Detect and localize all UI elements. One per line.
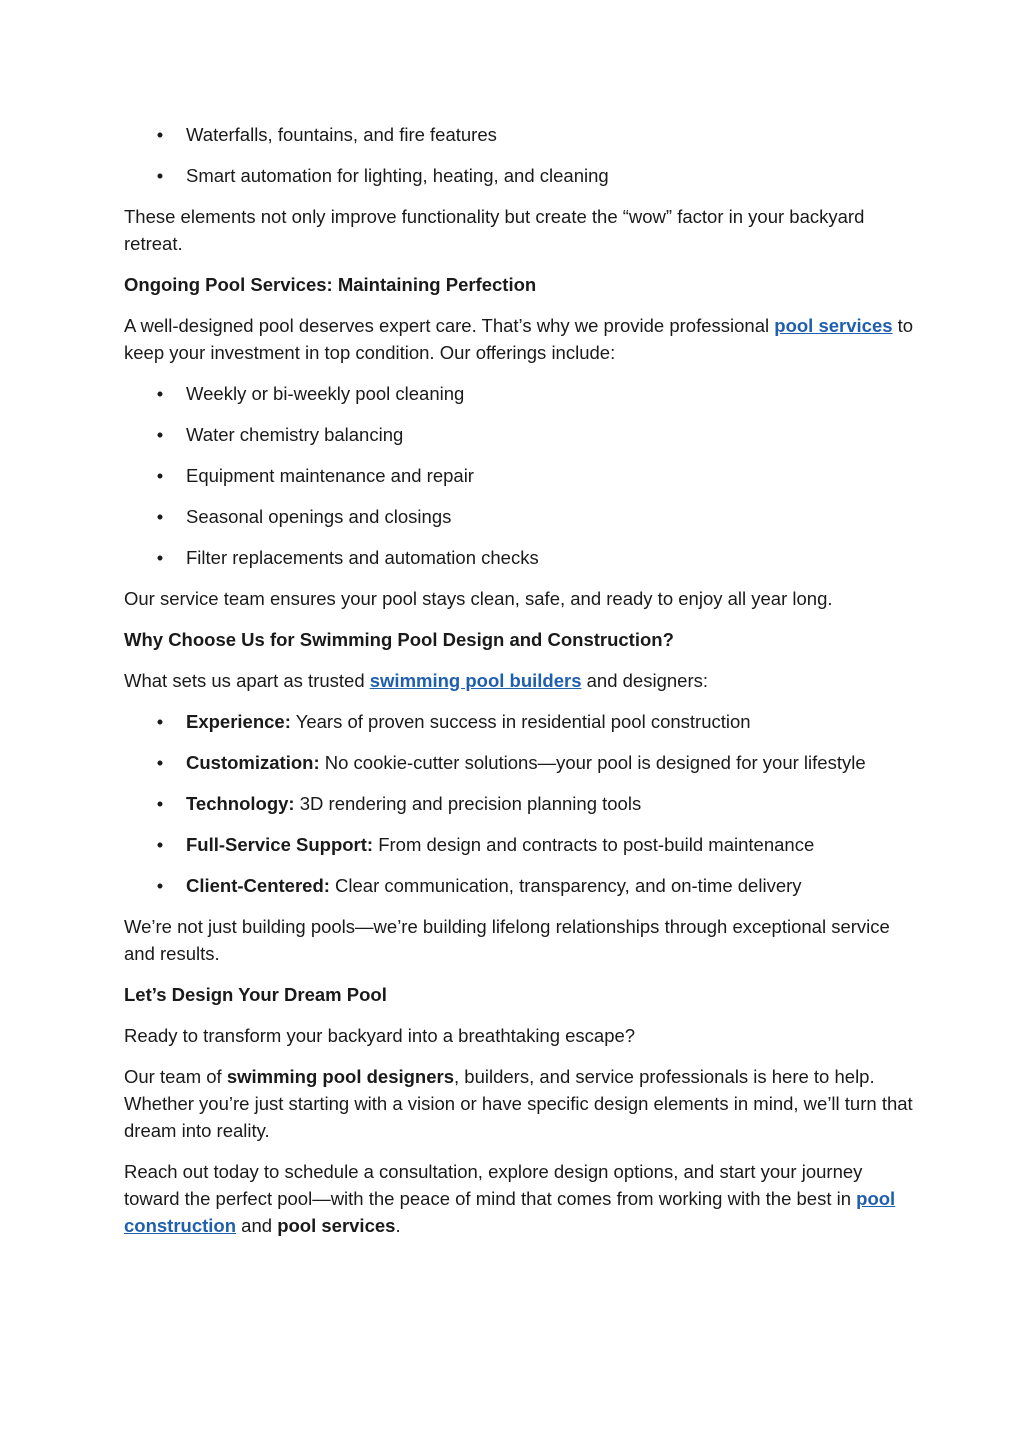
paragraph-sets-apart [124,667,914,694]
list-item [124,749,914,776]
list-item-text: Water chemistry balancing [186,424,404,445]
list-item-label: Client-Centered: [186,875,330,896]
paragraph-text: What sets us apart as trusted [124,670,370,691]
bullet-icon: • [156,547,164,568]
services-list [124,380,914,571]
bold-text: swimming pool designers [226,1066,455,1087]
list-item-text: From design and contracts to post-build maintenance [373,834,815,855]
list-item [124,162,914,189]
list-item [124,503,914,530]
list-item [124,544,914,571]
list-item-label: Full-Service Support: [186,834,374,855]
list-item-label: Technology: [186,793,295,814]
paragraph-service-team: Our service team ensures your pool stays clean, safe, and ready to enjoy all year long. [124,588,833,609]
list-item-text: Years of proven success in residential pool construction [290,711,751,732]
list-item [124,121,914,148]
paragraph-services [124,312,914,366]
bullet-icon: • [156,834,164,855]
heading-why-choose-us: Why Choose Us for Swimming Pool Design and Construction? [124,629,674,650]
bold-text: pool services [277,1215,396,1236]
bullet-icon: • [156,383,164,404]
bullet-icon: • [156,424,164,445]
list-item [124,421,914,448]
list-item-text: Waterfalls, fountains, and fire features [186,124,497,145]
list-item-text: Equipment maintenance and repair [186,465,474,486]
bullet-icon: • [156,711,164,732]
why-list [124,708,914,899]
paragraph-text: . [395,1215,401,1236]
list-item-text: Filter replacements and automation checks [186,547,539,568]
paragraph-text: , builders, and service professionals is here to help. Whether you’re just starting with a vision or have specific design elements in mind, we’ll turn that dream into reality. [124,1066,913,1141]
paragraph-text: Our team of [124,1066,227,1087]
list-item-label: Customization: [186,752,320,773]
paragraph-our-team [124,1063,914,1144]
list-item [124,790,914,817]
bullet-icon: • [156,465,164,486]
list-item [124,380,914,407]
bullet-icon: • [156,506,164,527]
paragraph-elements: These elements not only improve functionality but create the “wow” factor in your backyard retreat. [124,206,865,254]
paragraph-relationships: We’re not just building pools—we’re building lifelong relationships through exceptional service and results. [124,916,890,964]
bullet-icon: • [156,875,164,896]
bullet-icon: • [156,165,164,186]
bullet-icon: • [156,793,164,814]
heading-design-dream-pool: Let’s Design Your Dream Pool [124,984,387,1005]
list-item [124,462,914,489]
paragraph-text: and [236,1215,278,1236]
list-item-text: Smart automation for lighting, heating, and cleaning [186,165,609,186]
pool-services-link[interactable]: pool services [774,315,893,336]
list-item-text: Weekly or bi-weekly pool cleaning [186,383,465,404]
pool-construction-link[interactable]: pool construction [124,1188,896,1236]
paragraph-text: A well-designed pool deserves expert care. That’s why we provide professional [124,315,775,336]
list-item-text: Clear communication, transparency, and on-time delivery [329,875,802,896]
paragraph-text: Reach out today to schedule a consultation, explore design options, and start your journey toward the perfect pool—with the peace of mind that comes from working with the best in [124,1161,863,1209]
swimming-pool-builders-link[interactable]: swimming pool builders [369,670,582,691]
list-item [124,708,914,735]
bullet-icon: • [156,124,164,145]
paragraph-text: to keep your investment in top condition. Our offerings include: [124,315,914,363]
list-item-label: Experience: [186,711,291,732]
list-item-text: 3D rendering and precision planning tools [294,793,642,814]
list-item-text: Seasonal openings and closings [186,506,452,527]
list-item-text: No cookie-cutter solutions—your pool is designed for your lifestyle [319,752,866,773]
bullet-icon: • [156,752,164,773]
paragraph-text: and designers: [581,670,709,691]
list-item [124,872,914,899]
paragraph-reach-out [124,1158,914,1239]
document-page [124,121,914,1253]
list-item [124,831,914,858]
paragraph-ready: Ready to transform your backyard into a breathtaking escape? [124,1025,636,1046]
heading-ongoing-services: Ongoing Pool Services: Maintaining Perfection [124,274,537,295]
feature-list [124,121,914,189]
